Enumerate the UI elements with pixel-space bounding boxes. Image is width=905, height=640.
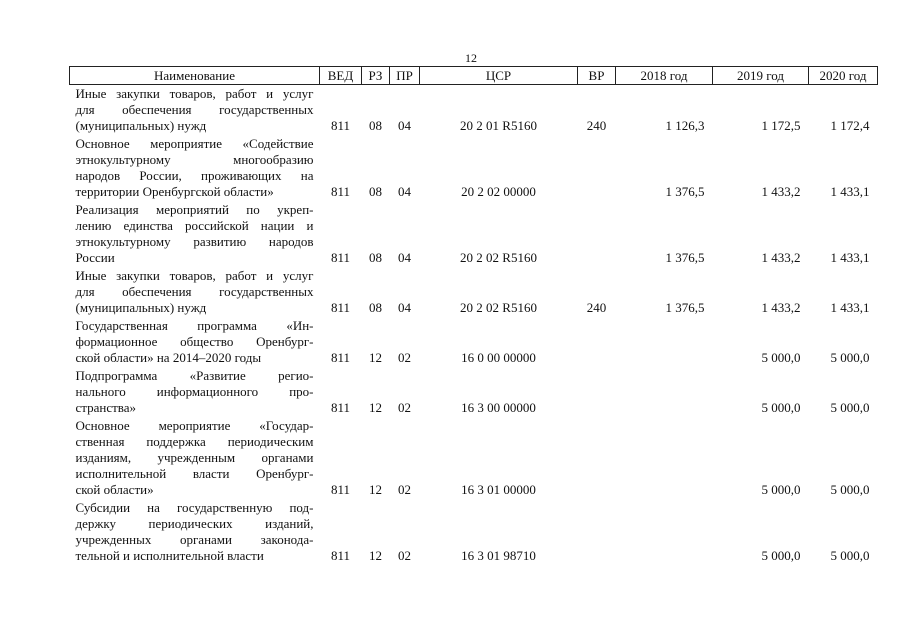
cell-vr: 240 — [586, 300, 607, 315]
header-2020: 2020 год — [809, 67, 878, 85]
cell-2020: 5 000,0 — [830, 482, 870, 497]
cell-2020: 5 000,0 — [830, 400, 870, 415]
cell-ved: 811 — [330, 184, 351, 199]
cell-2019: 1 433,2 — [761, 250, 801, 265]
row-name-line: (муниципальных) нужд — [75, 300, 207, 315]
cell-2019: 5 000,0 — [761, 482, 801, 497]
cell-2018: 1 126,3 — [665, 118, 705, 133]
cell-rz: 08 — [369, 300, 382, 315]
cell-2019: 1 172,5 — [761, 118, 801, 133]
header-2018: 2018 год — [616, 67, 713, 85]
header-2019: 2019 год — [713, 67, 809, 85]
cell-csr: 16 3 01 00000 — [461, 482, 536, 497]
cell-pr: 04 — [398, 184, 411, 199]
row-name-cell — [70, 500, 320, 566]
cell-vr — [578, 418, 616, 500]
row-name-line: (муниципальных) нужд — [75, 118, 207, 133]
cell-vr: 240 — [586, 118, 607, 133]
row-name-line: Основное мероприятие «Государ- — [75, 418, 314, 433]
row-name-line: нального информационного про- — [75, 384, 314, 399]
cell-rz: 12 — [369, 350, 382, 365]
cell-2018: 1 376,5 — [665, 184, 705, 199]
cell-2020: 5 000,0 — [830, 548, 870, 563]
cell-2019: 1 433,2 — [761, 300, 801, 315]
row-name-cell — [70, 136, 320, 202]
row-name-line: лению единства российской нации и — [75, 218, 314, 233]
cell-pr: 02 — [398, 400, 411, 415]
cell-pr: 04 — [398, 250, 411, 265]
cell-2018 — [616, 418, 713, 500]
header-name: Наименование — [70, 67, 320, 85]
row-name-line: для обеспечения государственных — [75, 284, 314, 299]
cell-2019: 1 433,2 — [761, 184, 801, 199]
cell-ved: 811 — [330, 548, 351, 563]
table-row — [70, 268, 878, 318]
cell-2018 — [616, 500, 713, 566]
cell-pr: 02 — [398, 482, 411, 497]
row-name-cell — [70, 368, 320, 418]
row-name-line: Субсидии на государственную под- — [75, 500, 314, 515]
header-vr: ВР — [578, 67, 616, 85]
cell-csr: 20 2 02 R5160 — [460, 250, 537, 265]
row-name-line: территории Оренбургской области» — [75, 184, 274, 199]
row-name-line: Иные закупки товаров, работ и услуг — [75, 268, 314, 283]
cell-2020: 1 433,1 — [830, 184, 870, 199]
cell-ved: 811 — [330, 118, 351, 133]
cell-rz: 08 — [369, 118, 382, 133]
table-row — [70, 202, 878, 268]
table-row — [70, 136, 878, 202]
table-row — [70, 318, 878, 368]
row-name-line: народов России, проживающих на — [75, 168, 314, 183]
row-name-cell — [70, 418, 320, 500]
row-name-line: исполнительной власти Оренбург- — [75, 466, 314, 481]
row-name-cell — [70, 202, 320, 268]
header-ved: ВЕД — [320, 67, 362, 85]
cell-ved: 811 — [330, 482, 351, 497]
cell-vr — [578, 136, 616, 202]
page-number: 12 — [465, 51, 477, 65]
header-pr: ПР — [390, 67, 420, 85]
cell-vr — [578, 500, 616, 566]
header-rz: РЗ — [362, 67, 390, 85]
row-name-line: Подпрограмма «Развитие регио- — [75, 368, 314, 383]
cell-2019: 5 000,0 — [761, 350, 801, 365]
row-name-line: тельной и исполнительной власти — [75, 548, 264, 563]
cell-2019: 5 000,0 — [761, 548, 801, 563]
cell-2020: 5 000,0 — [830, 350, 870, 365]
table-row — [70, 418, 878, 500]
cell-pr: 02 — [398, 350, 411, 365]
row-name-line: ской области» — [75, 482, 154, 497]
cell-2019: 5 000,0 — [761, 400, 801, 415]
cell-rz: 12 — [369, 400, 382, 415]
row-name-line: формационное общество Оренбург- — [75, 334, 314, 349]
cell-pr: 02 — [398, 548, 411, 563]
cell-2020: 1 172,4 — [830, 118, 870, 133]
cell-csr: 20 2 02 00000 — [461, 184, 536, 199]
row-name-line: изданиям, учрежденным органами — [75, 450, 314, 465]
cell-rz: 12 — [369, 482, 382, 497]
cell-2018 — [616, 368, 713, 418]
cell-2020: 1 433,1 — [830, 300, 870, 315]
cell-vr — [578, 202, 616, 268]
cell-vr — [578, 368, 616, 418]
cell-rz: 08 — [369, 250, 382, 265]
cell-ved: 811 — [330, 300, 351, 315]
row-name-line: ской области» на 2014–2020 годы — [75, 350, 262, 365]
cell-2020: 1 433,1 — [830, 250, 870, 265]
cell-csr: 20 2 02 R5160 — [460, 300, 537, 315]
row-name-cell — [70, 85, 320, 137]
cell-pr: 04 — [398, 300, 411, 315]
table-header-row — [70, 67, 878, 85]
cell-2018 — [616, 318, 713, 368]
row-name-line: для обеспечения государственных — [75, 102, 314, 117]
cell-2018: 1 376,5 — [665, 300, 705, 315]
cell-ved: 811 — [330, 350, 351, 365]
header-csr: ЦСР — [420, 67, 578, 85]
cell-csr: 16 3 01 98710 — [461, 548, 536, 563]
row-name-line: Основное мероприятие «Содействие — [75, 136, 314, 151]
row-name-cell — [70, 268, 320, 318]
row-name-line: Иные закупки товаров, работ и услуг — [75, 86, 314, 101]
row-name-line: России — [75, 250, 115, 265]
table-row — [70, 368, 878, 418]
cell-rz: 08 — [369, 184, 382, 199]
row-name-line: учрежденных органами законода- — [75, 532, 314, 547]
row-name-line: этнокультурному развитию народов — [75, 234, 314, 249]
row-name-line: этнокультурному многообразию — [75, 152, 314, 167]
row-name-line: странства» — [75, 400, 137, 415]
cell-csr: 16 0 00 00000 — [461, 350, 536, 365]
cell-csr: 16 3 00 00000 — [461, 400, 536, 415]
cell-2018: 1 376,5 — [665, 250, 705, 265]
cell-rz: 12 — [369, 548, 382, 563]
row-name-cell — [70, 318, 320, 368]
row-name-line: Государственная программа «Ин- — [75, 318, 314, 333]
table-row — [70, 500, 878, 566]
cell-ved: 811 — [330, 400, 351, 415]
cell-ved: 811 — [330, 250, 351, 265]
table-body — [70, 85, 878, 567]
cell-pr: 04 — [398, 118, 411, 133]
row-name-line: Реализация мероприятий по укреп- — [75, 202, 314, 217]
budget-table — [69, 66, 878, 566]
table-row — [70, 85, 878, 137]
cell-csr: 20 2 01 R5160 — [460, 118, 537, 133]
cell-vr — [578, 318, 616, 368]
row-name-line: держку периодических изданий, — [75, 516, 314, 531]
row-name-line: ственная поддержка периодическим — [75, 434, 314, 449]
